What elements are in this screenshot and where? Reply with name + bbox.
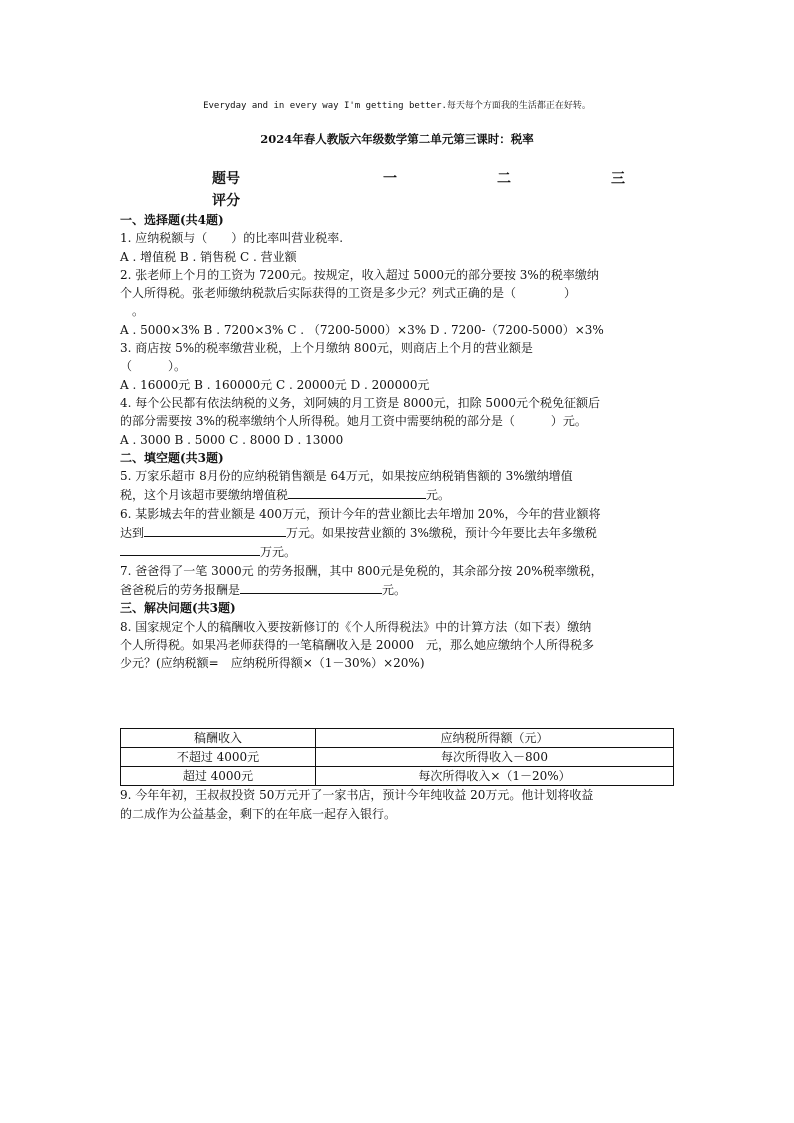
section-fill-title: 二、填空题(共3题) [120,450,224,465]
q6-line2-rest: 万元。如果按营业额的 3%缴税，预计今年要比去年多缴税 [286,526,597,541]
score-label-pingfen: 评分 [212,193,240,209]
q2-stem-line2: 个人所得税。张老师缴纳税款后实际获得的工资是多少元？列式正确的是（ ） [120,286,577,301]
royalty-tax-table [120,728,674,786]
q1-stem: 1. 应纳税额与（ ）的比率叫营业税率. [120,231,344,246]
table-row [121,748,674,767]
q6-answer-blank-2[interactable] [120,542,260,556]
q5-line2-text: 税，这个月该超市要缴纳增值税 [120,488,289,503]
q7-line2-text: 爸爸税后的劳务报酬是 [120,582,241,597]
q2-options: A . 5000×3% B . 7200×3% C . （7200-5000）×3% D . 7200-（7200-5000）×3% [120,322,604,337]
q6-unit: 万元。 [260,545,297,560]
q6-line2-text: 达到 [120,526,145,541]
q6-line3 [120,542,676,561]
q2-stem-line1: 2. 张老师上个月的工资为 7200元。按规定，收入超过 5000元的部分要按 3%的税率缴纳 [120,267,599,282]
q4-stem-line2: 的部分需要按 3%的税率缴纳个人所得税。她月工资中需要纳税的部分是（ ）元。 [120,414,587,429]
q6-line1: 6. 某影城去年的营业额是 400万元，预计今年的营业额比去年增加 20%，今年的营业额将 [120,506,601,521]
q5-unit: 元。 [426,488,451,503]
score-label-tihao: 题号 [212,171,240,187]
q5-answer-blank[interactable] [288,485,426,499]
q3-options: A . 16000元 B . 160000元 C . 20000元 D . 200000元 [120,377,430,392]
section-solve-title: 三、解决问题(共3题) [120,601,236,616]
q9-line1: 9. 今年年初，王叔叔投资 50万元开了一家书店，预计今年纯收益 20万元。他计划将收益 [120,788,594,803]
q8-line3: 少元？(应纳税额= 应纳税所得额×（1－30%）×20%) [120,656,425,671]
table-row [121,767,674,786]
header-motto: Everyday and in every way I'm getting better.每天每个方面我的生活都正在好转。 [203,101,591,111]
q7-line2 [120,580,676,599]
table-header-cell: 应纳税所得额（元） [316,729,674,748]
table-header-row [121,729,674,748]
q6-answer-blank-1[interactable] [144,523,286,537]
q4-stem-line1: 4. 每个公民都有依法纳税的义务，刘阿姨的月工资是 8000元，扣除 5000元个税免征额后 [120,395,600,410]
q2-stem-line3: 。 [132,304,145,319]
q5-line2 [120,485,676,504]
q4-options: A . 3000 B . 5000 C . 8000 D . 13000 [120,432,344,447]
q7-line1: 7. 爸爸得了一笔 3000元 的劳务报酬，其中 800元是免税的，其余部分按 20%税率缴税， [120,563,603,578]
q7-answer-blank[interactable] [240,580,382,594]
q6-line2 [120,523,676,542]
score-col-2: 二 [497,171,511,187]
answer-space [120,672,676,728]
q3-stem-line2: （ ）。 [120,359,187,374]
table-cell: 每次所得收入－800 [316,748,674,767]
q5-line1: 5. 万家乐超市 8月份的应纳税销售额是 64万元，如果按应纳税销售额的 3%缴纳增值 [120,469,573,484]
q3-stem-line1: 3. 商店按 5%的税率缴营业税，上个月缴纳 800元，则商店上个月的营业额是 [120,341,533,356]
table-header-cell: 稿酬收入 [121,729,316,748]
table-cell: 不超过 4000元 [121,748,316,767]
q8-line2: 个人所得税。如果冯老师获得的一笔稿酬收入是 20000 元，那么她应缴纳个人所得税多 [120,637,594,652]
score-col-3: 三 [611,171,625,187]
exam-content [120,211,676,823]
q7-unit: 元。 [382,582,407,597]
section-choice-title: 一、选择题(共4题) [120,213,224,227]
table-cell: 每次所得收入×（1－20%） [316,767,674,786]
q8-line1: 8. 国家规定个人的稿酬收入要按新修订的《个人所得税法》中的计算方法（如下表）缴纳 [120,619,592,634]
table-cell: 超过 4000元 [121,767,316,786]
score-col-1: 一 [383,171,397,187]
document-title: 2024年春人教版六年级数学第二单元第三课时：税率 [260,132,534,146]
q9-line2: 的二成作为公益基金，剩下的在年底一起存入银行。 [120,806,397,821]
q1-options: A . 增值税 B . 销售税 C . 营业额 [120,249,297,264]
